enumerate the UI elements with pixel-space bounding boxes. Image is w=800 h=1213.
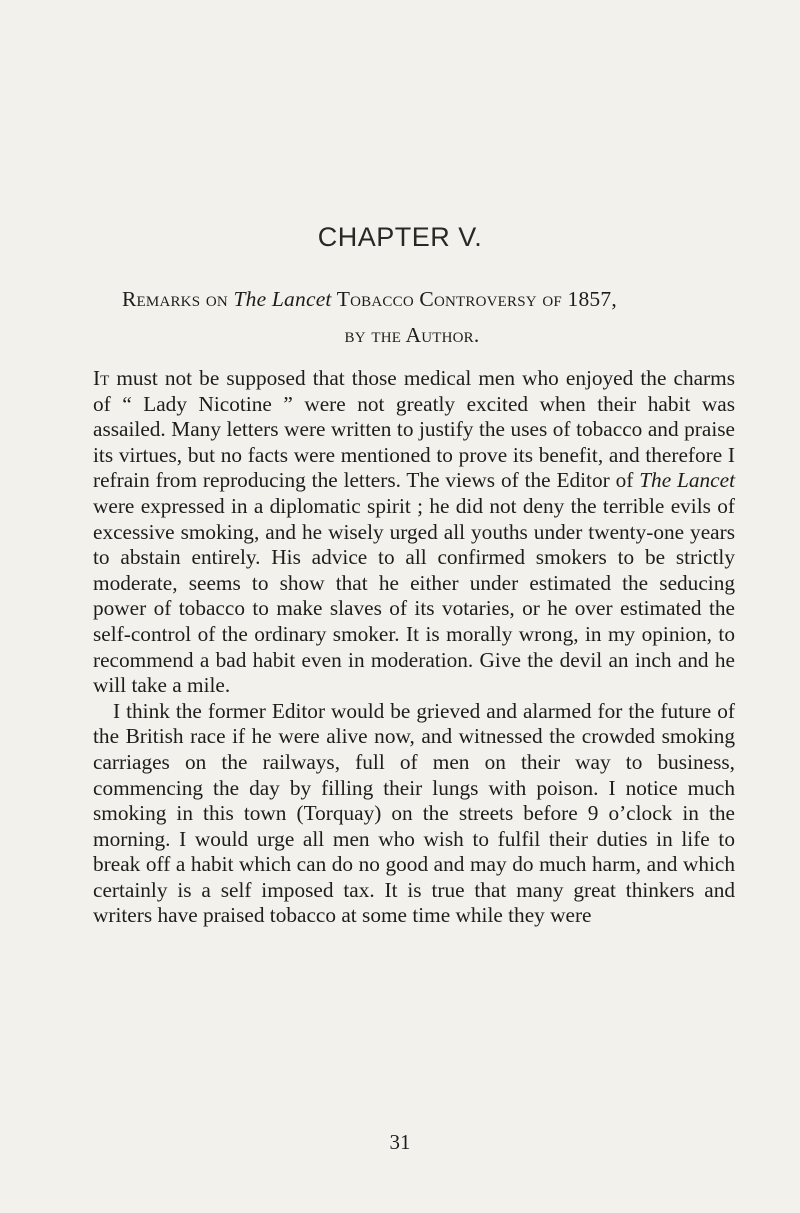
paragraph-1-lead: It bbox=[93, 366, 110, 390]
subtitle-line-1 bbox=[122, 281, 702, 317]
page-number: 31 bbox=[389, 1130, 411, 1154]
chapter-subtitle bbox=[122, 281, 702, 353]
chapter-heading: CHAPTER V. bbox=[317, 222, 483, 252]
paragraph-2: I think the former Editor would be grieved and alarmed for the future of the British race if he were alive now, and witnessed the crowded smoking carriages on the railways, full of men on their way to business, commencing the day by filling their lungs with poison. I notice much smoking in this town (Torquay) on the streets before 9 o’clock in the morning. I would urge all men who wish to fulfil their duties in life to break off a habit which can do no good and may do much harm, and which certainly is a self imposed tax. It is true that many great thinkers and writers have praised tobacco at some time while they were bbox=[93, 698, 735, 928]
paragraph-1-text-a: must not be supposed that those medical men who enjoyed the charms of “ Lady Nicotine ” were not greatly excited when their habit was assailed. Many letters were written to justify the uses of tobacco and praise its virtues, but no facts were mentioned to prove its benefit, and therefore I refrain from reproducing the letters. The views of the Editor of bbox=[93, 366, 735, 493]
paragraph-1 bbox=[93, 366, 735, 699]
subtitle-part-2: Tobacco Controversy of 1857, bbox=[331, 287, 617, 311]
subtitle-line-2: by the Author. bbox=[344, 323, 480, 347]
subtitle-journal: The Lancet bbox=[233, 287, 332, 311]
paragraph-1-journal: The Lancet bbox=[639, 468, 735, 493]
paragraph-1-text-b: were expressed in a diplomatic spirit ; he did not deny the terrible evils of excessive smoking, and he wisely urged all youths under twenty-one years to abstain entirely. His advice to all confirmed smokers to be strictly moderate, seems to show that he either under estimated the seducing power of tobacco to make slaves of its votaries, or he over estimated the self-control of the ordinary smoker. It is morally wrong, in my opinion, to recommend a bad habit even in moderation. Give the devil an inch and he will take a mile. bbox=[93, 493, 735, 698]
body-text bbox=[93, 366, 735, 929]
subtitle-part-1: Remarks on bbox=[122, 287, 234, 311]
